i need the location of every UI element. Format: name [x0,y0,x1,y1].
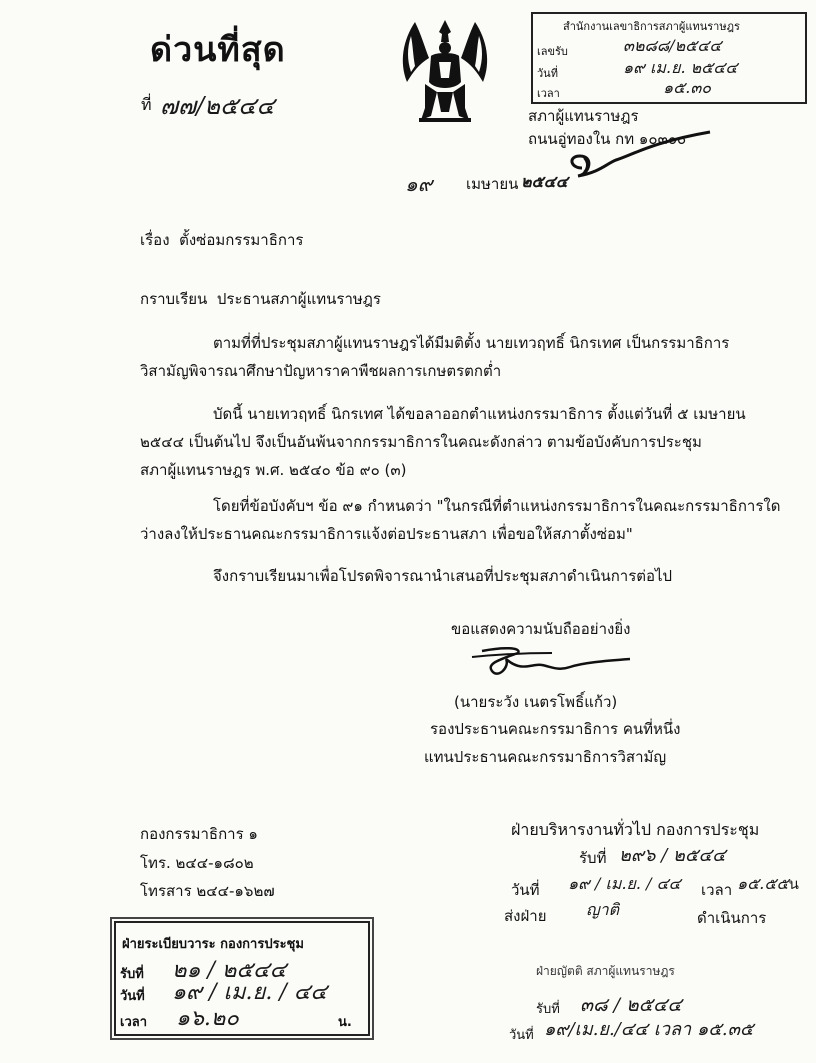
stamp-time-value: ๑๕.๓๐ [663,78,712,97]
signer-title-2: แทนประธานคณะกรรมาธิการวิสามัญ [424,748,667,766]
body-p1-line1: ตามที่ที่ประชุมสภาผู้แทนราษฎรได้มีมติตั้ง นายเทวฤทธิ์ นิกรเทศ เป็นกรรมาธิการ [213,334,730,352]
date-month: เมษายน [466,175,519,193]
addressee-text: ประธานสภาผู้แทนราษฎร [216,290,381,308]
subject-line [140,228,303,252]
admin-time-value-text: ๑๕.๕๕ [737,874,789,893]
admin-action: ดำเนินการ [697,909,767,927]
admin-recv-label: รับที่ [579,849,607,867]
stamp-date-value: ๑๙ เม.ย. ๒๕๔๔ [623,58,738,77]
date-year: ๒๕๔๔ [521,172,568,191]
date-day: ๑๙ [405,172,433,196]
body-p1-line2: วิสามัญพิจารณาศึกษาปัญหาราคาพืชผลการเกษตรตกต่ำ [140,362,502,380]
motion-recv-value: ๓๘ / ๒๕๔๔ [580,994,682,1016]
signer-title-1: รองประธานคณะกรรมาธิการ คนที่หนึ่ง [430,720,681,738]
doc-number-value: ๗๗/๒๕๔๔ [160,92,275,120]
body-p3-line2: ว่างลงให้ประธานคณะกรรมาธิการแจ้งต่อประธานสภา เพื่อขอให้สภาตั้งซ่อม" [140,525,633,543]
sender-org: สภาผู้แทนราษฎร [528,107,639,125]
subject-label: เรื่อง [140,231,170,249]
urgency-label: ด่วนที่สุด [150,30,286,70]
admin-time-label [701,878,732,902]
body-p4: จึงกราบเรียนมาเพื่อโปรดพิจารณานำเสนอที่ประชุมสภาดำเนินการต่อไป [213,567,673,585]
stamp-bl-recv-label: รับที่ [120,967,144,982]
body-p2-line1: บัดนี้ นายเทวฤทธิ์ นิกรเทศ ได้ขอลาออกตำแหน่งกรรมาธิการ ตั้งแต่วันที่ ๕ เมษายน [213,405,746,423]
admin-time-label-text: เวลา [701,881,733,899]
receive-stamp-top [531,12,807,104]
stamp-bl-date-value: ๑๙ / เม.ย. / ๔๔ [172,980,328,1005]
admin-time-suffix: น [788,875,799,893]
stamp-bl-recv-value: ๒๑ / ๒๕๔๔ [172,958,287,983]
receive-stamp-agenda [114,921,370,1036]
stamp-bl-date-label: วันที่ [120,989,145,1004]
subject-text: ตั้งซ่อมกรรมาธิการ [179,231,304,249]
admin-date-value: ๑๙ / เม.ย. / ๔๔ [568,874,681,893]
admin-dept-label: ส่งฝ่าย [504,907,547,925]
contact-fax: โทรสาร ๒๔๔-๑๖๒๗ [140,882,275,900]
motion-date-label: วันที่ [509,1028,534,1043]
addressee-line [140,287,381,311]
sender-address: ถนนอู่ทองใน กท ๑๐๓๐๐ [528,130,687,148]
stamp-bl-time-value: ๑๖.๒๐ [176,1006,239,1031]
contact-dept: กองกรรมาธิการ ๑ [140,825,258,843]
contact-tel: โทร. ๒๔๔-๑๘๐๒ [140,854,254,872]
body-p2-line3: สภาผู้แทนราษฎร พ.ศ. ๒๕๔๐ ข้อ ๙๐ (๓) [140,461,407,479]
stamp-office: สำนักงานเลขาธิการสภาผู้แทนราษฎร [563,20,740,33]
addressee-label: กราบเรียน [140,290,208,308]
doc-number-label: ที่ [141,95,152,114]
admin-recv-value: ๒๙๖ / ๒๕๔๔ [619,845,726,866]
admin-dept-value: ญาติ [586,900,620,919]
admin-date-label: วันที่ [511,881,540,899]
motion-date-value: ๑๙/เม.ย./๔๔ เวลา ๑๕.๓๕ [544,1019,754,1040]
stamp-recv-label: เลขรับ [537,45,568,58]
stamp-bl-time-suffix: น. [338,1015,352,1030]
stamp-bl-title: ฝ่ายระเบียบวาระ กองการประชุม [122,937,304,952]
body-p3-line1: โดยที่ข้อบังคับฯ ข้อ ๙๑ กำหนดว่า "ในกรณีที่ตำแหน่งกรรมาธิการในคณะกรรมาธิการใด [213,497,781,515]
motion-stamp-title: ฝ่ายญัตติ สภาผู้แทนราษฎร [536,964,675,978]
garuda-emblem-icon [385,12,505,132]
admin-time-value [737,872,799,897]
admin-stamp-title: ฝ่ายบริหารงานทั่วไป กองการประชุม [511,820,760,839]
stamp-date-label: วันที่ [537,67,558,80]
stamp-bl-time-label: เวลา [120,1015,148,1030]
closing: ขอแสดงความนับถืออย่างยิ่ง [451,620,631,638]
stamp-recv-value: ๓๒๘๘/๒๕๔๔ [623,36,722,55]
motion-recv-label: รับที่ [536,1002,560,1017]
initials-signature-icon [560,128,720,198]
signature-icon [462,645,642,685]
stamp-time-label: เวลา [537,87,560,100]
signer-name: (นายระวัง เนตรโพธิ์แก้ว) [454,693,618,711]
body-p2-line2: ๒๕๔๔ เป็นต้นไป จึงเป็นอันพ้นจากกรรมาธิการในคณะดังกล่าว ตามข้อบังคับการประชุม [140,433,702,451]
